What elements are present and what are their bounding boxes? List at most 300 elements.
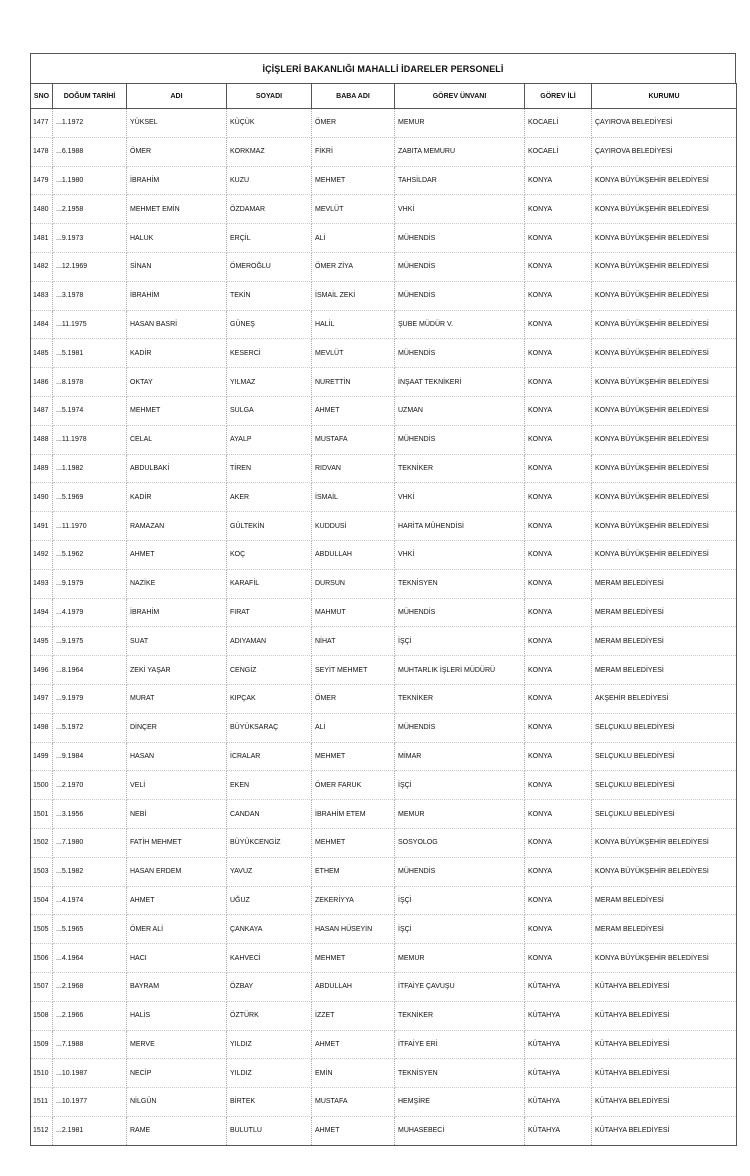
cell-birth-date: ...10.1977	[53, 1088, 127, 1117]
table-row	[31, 656, 737, 685]
table-row	[31, 742, 737, 771]
cell-surname: ÖZDAMAR	[227, 195, 312, 224]
cell-surname: AYALP	[227, 425, 312, 454]
cell-father-name: AHMET	[312, 396, 395, 425]
cell-name: MEHMET	[127, 396, 227, 425]
cell-province: KONYA	[525, 396, 592, 425]
cell-province: KONYA	[525, 627, 592, 656]
cell-institution: MERAM BELEDİYESİ	[592, 915, 737, 944]
cell-name: SİNAN	[127, 252, 227, 281]
cell-sno: 1478	[31, 137, 53, 166]
cell-father-name: MEHMET	[312, 166, 395, 195]
cell-institution: MERAM BELEDİYESİ	[592, 598, 737, 627]
cell-birth-date: ...9.1984	[53, 742, 127, 771]
cell-father-name: ZEKERİYYA	[312, 886, 395, 915]
cell-institution: KONYA BÜYÜKŞEHİR BELEDİYESİ	[592, 454, 737, 483]
cell-birth-date: ...10.1987	[53, 1059, 127, 1088]
table-row	[31, 339, 737, 368]
cell-birth-date: ...5.1969	[53, 483, 127, 512]
cell-institution: SELÇUKLU BELEDİYESİ	[592, 800, 737, 829]
cell-title: İŞÇİ	[395, 915, 525, 944]
cell-province: KONYA	[525, 713, 592, 742]
cell-sno: 1495	[31, 627, 53, 656]
cell-province: KONYA	[525, 800, 592, 829]
col-header-surname: SOYADI	[227, 84, 312, 109]
cell-title: İŞÇİ	[395, 886, 525, 915]
table-row	[31, 1001, 737, 1030]
cell-institution: KÜTAHYA BELEDİYESİ	[592, 972, 737, 1001]
cell-name: NEBİ	[127, 800, 227, 829]
cell-birth-date: ...2.1981	[53, 1116, 127, 1145]
table-row	[31, 886, 737, 915]
cell-sno: 1512	[31, 1116, 53, 1145]
cell-name: MURAT	[127, 684, 227, 713]
cell-sno: 1484	[31, 310, 53, 339]
cell-father-name: DURSUN	[312, 569, 395, 598]
cell-birth-date: ...2.1968	[53, 972, 127, 1001]
cell-surname: KUZU	[227, 166, 312, 195]
cell-father-name: MUSTAFA	[312, 425, 395, 454]
cell-sno: 1497	[31, 684, 53, 713]
cell-birth-date: ...12.1969	[53, 252, 127, 281]
cell-name: VELİ	[127, 771, 227, 800]
table-row	[31, 771, 737, 800]
cell-father-name: NİHAT	[312, 627, 395, 656]
cell-title: MÜHENDİS	[395, 857, 525, 886]
cell-surname: YILMAZ	[227, 368, 312, 397]
cell-sno: 1508	[31, 1001, 53, 1030]
cell-sno: 1479	[31, 166, 53, 195]
cell-province: KONYA	[525, 598, 592, 627]
cell-name: YÜKSEL	[127, 109, 227, 138]
cell-sno: 1498	[31, 713, 53, 742]
cell-surname: ÖZBAY	[227, 972, 312, 1001]
cell-birth-date: ...11.1975	[53, 310, 127, 339]
cell-birth-date: ...4.1974	[53, 886, 127, 915]
table-row	[31, 569, 737, 598]
cell-institution: KONYA BÜYÜKŞEHİR BELEDİYESİ	[592, 540, 737, 569]
cell-institution: KONYA BÜYÜKŞEHİR BELEDİYESİ	[592, 425, 737, 454]
col-header-sno: SNO	[31, 84, 53, 109]
table-row	[31, 109, 737, 138]
table-row	[31, 310, 737, 339]
cell-name: NECİP	[127, 1059, 227, 1088]
cell-birth-date: ...1.1972	[53, 109, 127, 138]
cell-name: NAZİKE	[127, 569, 227, 598]
cell-title: MÜHENDİS	[395, 425, 525, 454]
cell-province: KÜTAHYA	[525, 1059, 592, 1088]
cell-province: KONYA	[525, 684, 592, 713]
cell-surname: UĞUZ	[227, 886, 312, 915]
cell-birth-date: ...5.1981	[53, 339, 127, 368]
cell-institution: KONYA BÜYÜKŞEHİR BELEDİYESİ	[592, 857, 737, 886]
cell-institution: MERAM BELEDİYESİ	[592, 569, 737, 598]
cell-surname: ERÇİL	[227, 224, 312, 253]
cell-name: HALİS	[127, 1001, 227, 1030]
cell-institution: ÇAYIROVA BELEDİYESİ	[592, 137, 737, 166]
cell-surname: YAVUZ	[227, 857, 312, 886]
cell-name: MERVE	[127, 1030, 227, 1059]
cell-sno: 1487	[31, 396, 53, 425]
cell-title: HEMŞİRE	[395, 1088, 525, 1117]
cell-title: İNŞAAT TEKNİKERİ	[395, 368, 525, 397]
cell-father-name: SEYİT MEHMET	[312, 656, 395, 685]
cell-birth-date: ...2.1958	[53, 195, 127, 224]
cell-title: MÜHENDİS	[395, 281, 525, 310]
cell-name: SUAT	[127, 627, 227, 656]
cell-institution: ÇAYIROVA BELEDİYESİ	[592, 109, 737, 138]
cell-sno: 1504	[31, 886, 53, 915]
cell-father-name: MUSTAFA	[312, 1088, 395, 1117]
cell-sno: 1502	[31, 828, 53, 857]
cell-province: KONYA	[525, 886, 592, 915]
cell-institution: KONYA BÜYÜKŞEHİR BELEDİYESİ	[592, 281, 737, 310]
cell-title: MUHASEBECİ	[395, 1116, 525, 1145]
cell-title: ZABITA MEMURU	[395, 137, 525, 166]
cell-title: SOSYOLOG	[395, 828, 525, 857]
cell-surname: YILDIZ	[227, 1059, 312, 1088]
cell-birth-date: ...3.1956	[53, 800, 127, 829]
table-row	[31, 512, 737, 541]
table-row	[31, 252, 737, 281]
cell-birth-date: ...8.1978	[53, 368, 127, 397]
cell-surname: KAHVECİ	[227, 944, 312, 973]
cell-name: ABDULBAKİ	[127, 454, 227, 483]
cell-title: TAHSİLDAR	[395, 166, 525, 195]
cell-father-name: ÖMER FARUK	[312, 771, 395, 800]
table-row	[31, 483, 737, 512]
cell-name: AHMET	[127, 540, 227, 569]
table-row	[31, 368, 737, 397]
table-row	[31, 828, 737, 857]
cell-surname: CENGİZ	[227, 656, 312, 685]
cell-name: KADİR	[127, 483, 227, 512]
cell-province: KONYA	[525, 281, 592, 310]
cell-title: MÜHENDİS	[395, 598, 525, 627]
cell-birth-date: ...1.1980	[53, 166, 127, 195]
col-header-name: ADI	[127, 84, 227, 109]
cell-title: TEKNİSYEN	[395, 1059, 525, 1088]
cell-father-name: HASAN HÜSEYİN	[312, 915, 395, 944]
cell-surname: GÜLTEKİN	[227, 512, 312, 541]
cell-title: HARİTA MÜHENDİSİ	[395, 512, 525, 541]
cell-sno: 1491	[31, 512, 53, 541]
cell-province: KONYA	[525, 252, 592, 281]
cell-father-name: AHMET	[312, 1030, 395, 1059]
cell-sno: 1506	[31, 944, 53, 973]
cell-name: RAME	[127, 1116, 227, 1145]
cell-father-name: NURETTİN	[312, 368, 395, 397]
cell-sno: 1477	[31, 109, 53, 138]
cell-surname: ÖMEROĞLU	[227, 252, 312, 281]
cell-title: UZMAN	[395, 396, 525, 425]
cell-province: KONYA	[525, 512, 592, 541]
cell-province: KONYA	[525, 425, 592, 454]
cell-name: OKTAY	[127, 368, 227, 397]
cell-surname: BÜYÜKSARAÇ	[227, 713, 312, 742]
cell-province: KOCAELİ	[525, 137, 592, 166]
cell-title: MİMAR	[395, 742, 525, 771]
table-row	[31, 1030, 737, 1059]
cell-province: KONYA	[525, 454, 592, 483]
cell-father-name: ALİ	[312, 224, 395, 253]
cell-father-name: HALİL	[312, 310, 395, 339]
cell-sno: 1488	[31, 425, 53, 454]
cell-province: KONYA	[525, 339, 592, 368]
cell-province: KONYA	[525, 224, 592, 253]
cell-name: İBRAHİM	[127, 166, 227, 195]
cell-surname: AKER	[227, 483, 312, 512]
cell-name: ÖMER ALİ	[127, 915, 227, 944]
cell-title: MUHTARLIK İŞLERİ MÜDÜRÜ	[395, 656, 525, 685]
cell-sno: 1509	[31, 1030, 53, 1059]
cell-sno: 1482	[31, 252, 53, 281]
cell-title: MEMUR	[395, 944, 525, 973]
cell-sno: 1493	[31, 569, 53, 598]
cell-title: MÜHENDİS	[395, 339, 525, 368]
table-row	[31, 857, 737, 886]
cell-father-name: RIDVAN	[312, 454, 395, 483]
cell-title: İŞÇİ	[395, 627, 525, 656]
cell-institution: KÜTAHYA BELEDİYESİ	[592, 1059, 737, 1088]
cell-province: KÜTAHYA	[525, 1116, 592, 1145]
cell-surname: TEKİN	[227, 281, 312, 310]
cell-province: KONYA	[525, 656, 592, 685]
cell-surname: EKEN	[227, 771, 312, 800]
cell-father-name: ABDULLAH	[312, 972, 395, 1001]
cell-province: KONYA	[525, 915, 592, 944]
table-row	[31, 800, 737, 829]
cell-birth-date: ...7.1988	[53, 1030, 127, 1059]
table-row	[31, 1116, 737, 1145]
cell-name: İBRAHİM	[127, 281, 227, 310]
table-row	[31, 137, 737, 166]
header-row	[31, 84, 737, 109]
personnel-table	[30, 83, 737, 1146]
table-row	[31, 972, 737, 1001]
cell-sno: 1483	[31, 281, 53, 310]
cell-sno: 1503	[31, 857, 53, 886]
cell-institution: KONYA BÜYÜKŞEHİR BELEDİYESİ	[592, 828, 737, 857]
cell-surname: KORKMAZ	[227, 137, 312, 166]
cell-sno: 1492	[31, 540, 53, 569]
table-row	[31, 713, 737, 742]
cell-sno: 1501	[31, 800, 53, 829]
cell-name: MEHMET EMİN	[127, 195, 227, 224]
cell-sno: 1499	[31, 742, 53, 771]
table-row	[31, 1088, 737, 1117]
cell-surname: İCRALAR	[227, 742, 312, 771]
cell-institution: KÜTAHYA BELEDİYESİ	[592, 1088, 737, 1117]
cell-title: TEKNİKER	[395, 454, 525, 483]
page-title: İÇİŞLERİ BAKANLIĞI MAHALLİ İDARELER PERSONELİ	[30, 53, 736, 83]
cell-name: HACI	[127, 944, 227, 973]
cell-title: VHKİ	[395, 540, 525, 569]
cell-province: KÜTAHYA	[525, 1001, 592, 1030]
cell-birth-date: ...4.1964	[53, 944, 127, 973]
cell-institution: KONYA BÜYÜKŞEHİR BELEDİYESİ	[592, 195, 737, 224]
cell-institution: KONYA BÜYÜKŞEHİR BELEDİYESİ	[592, 512, 737, 541]
cell-title: TEKNİKER	[395, 1001, 525, 1030]
cell-sno: 1510	[31, 1059, 53, 1088]
table-row	[31, 166, 737, 195]
cell-birth-date: ...9.1975	[53, 627, 127, 656]
table-row	[31, 915, 737, 944]
cell-name: DİNÇER	[127, 713, 227, 742]
cell-surname: GÜNEŞ	[227, 310, 312, 339]
cell-father-name: İZZET	[312, 1001, 395, 1030]
cell-father-name: AHMET	[312, 1116, 395, 1145]
cell-name: AHMET	[127, 886, 227, 915]
cell-surname: ADIYAMAN	[227, 627, 312, 656]
cell-institution: MERAM BELEDİYESİ	[592, 627, 737, 656]
table-row	[31, 1059, 737, 1088]
cell-institution: KONYA BÜYÜKŞEHİR BELEDİYESİ	[592, 310, 737, 339]
cell-sno: 1500	[31, 771, 53, 800]
cell-province: KÜTAHYA	[525, 972, 592, 1001]
cell-name: HASAN BASRİ	[127, 310, 227, 339]
cell-birth-date: ...11.1970	[53, 512, 127, 541]
cell-father-name: ALİ	[312, 713, 395, 742]
cell-father-name: İSMAİL ZEKİ	[312, 281, 395, 310]
table-row	[31, 454, 737, 483]
cell-institution: KONYA BÜYÜKŞEHİR BELEDİYESİ	[592, 224, 737, 253]
cell-title: İŞÇİ	[395, 771, 525, 800]
cell-name: ÖMER	[127, 137, 227, 166]
cell-surname: CANDAN	[227, 800, 312, 829]
cell-name: HASAN ERDEM	[127, 857, 227, 886]
cell-father-name: MEVLÜT	[312, 195, 395, 224]
cell-father-name: ÖMER	[312, 684, 395, 713]
cell-name: CELAL	[127, 425, 227, 454]
cell-institution: KÜTAHYA BELEDİYESİ	[592, 1001, 737, 1030]
cell-surname: ÇANKAYA	[227, 915, 312, 944]
cell-institution: KONYA BÜYÜKŞEHİR BELEDİYESİ	[592, 339, 737, 368]
cell-institution: KONYA BÜYÜKŞEHİR BELEDİYESİ	[592, 166, 737, 195]
cell-surname: SULGA	[227, 396, 312, 425]
table-row	[31, 944, 737, 973]
cell-sno: 1480	[31, 195, 53, 224]
cell-surname: YILDIZ	[227, 1030, 312, 1059]
table-body	[31, 109, 737, 1146]
col-header-father-name: BABA ADI	[312, 84, 395, 109]
cell-title: MEMUR	[395, 109, 525, 138]
cell-name: NİLGÜN	[127, 1088, 227, 1117]
table-row	[31, 627, 737, 656]
cell-institution: KÜTAHYA BELEDİYESİ	[592, 1030, 737, 1059]
cell-province: KOCAELİ	[525, 109, 592, 138]
cell-sno: 1494	[31, 598, 53, 627]
cell-sno: 1486	[31, 368, 53, 397]
cell-father-name: MEHMET	[312, 742, 395, 771]
cell-surname: KESERCİ	[227, 339, 312, 368]
cell-sno: 1485	[31, 339, 53, 368]
cell-birth-date: ...2.1966	[53, 1001, 127, 1030]
cell-surname: TİREN	[227, 454, 312, 483]
cell-birth-date: ...5.1972	[53, 713, 127, 742]
cell-birth-date: ...6.1988	[53, 137, 127, 166]
cell-province: KÜTAHYA	[525, 1030, 592, 1059]
cell-province: KONYA	[525, 195, 592, 224]
cell-title: MÜHENDİS	[395, 713, 525, 742]
cell-sno: 1489	[31, 454, 53, 483]
cell-title: İTFAİYE ERİ	[395, 1030, 525, 1059]
cell-father-name: MAHMUT	[312, 598, 395, 627]
cell-birth-date: ...8.1964	[53, 656, 127, 685]
cell-father-name: KUDDUSİ	[312, 512, 395, 541]
cell-province: KONYA	[525, 569, 592, 598]
cell-institution: SELÇUKLU BELEDİYESİ	[592, 771, 737, 800]
table-row	[31, 598, 737, 627]
cell-birth-date: ...4.1979	[53, 598, 127, 627]
cell-birth-date: ...9.1979	[53, 684, 127, 713]
table-row	[31, 540, 737, 569]
cell-sno: 1481	[31, 224, 53, 253]
cell-sno: 1505	[31, 915, 53, 944]
cell-title: VHKİ	[395, 195, 525, 224]
cell-father-name: MEVLÜT	[312, 339, 395, 368]
cell-surname: KIPÇAK	[227, 684, 312, 713]
cell-name: BAYRAM	[127, 972, 227, 1001]
cell-institution: KONYA BÜYÜKŞEHİR BELEDİYESİ	[592, 252, 737, 281]
cell-birth-date: ...11.1978	[53, 425, 127, 454]
cell-province: KONYA	[525, 310, 592, 339]
cell-province: KONYA	[525, 742, 592, 771]
cell-province: KONYA	[525, 857, 592, 886]
cell-sno: 1496	[31, 656, 53, 685]
cell-institution: SELÇUKLU BELEDİYESİ	[592, 742, 737, 771]
cell-name: RAMAZAN	[127, 512, 227, 541]
cell-province: KONYA	[525, 944, 592, 973]
table-row	[31, 224, 737, 253]
cell-institution: MERAM BELEDİYESİ	[592, 886, 737, 915]
col-header-title: GÖREV ÜNVANI	[395, 84, 525, 109]
cell-province: KONYA	[525, 828, 592, 857]
cell-surname: KARAFİL	[227, 569, 312, 598]
cell-institution: KONYA BÜYÜKŞEHİR BELEDİYESİ	[592, 396, 737, 425]
cell-birth-date: ...5.1965	[53, 915, 127, 944]
col-header-institution: KURUMU	[592, 84, 737, 109]
personnel-sheet	[30, 53, 736, 1146]
cell-province: KÜTAHYA	[525, 1088, 592, 1117]
col-header-birth-date: DOĞUM TARİHİ	[53, 84, 127, 109]
cell-father-name: MEHMET	[312, 828, 395, 857]
cell-surname: BİRTEK	[227, 1088, 312, 1117]
cell-birth-date: ...9.1973	[53, 224, 127, 253]
cell-surname: BÜYÜKCENGİZ	[227, 828, 312, 857]
cell-father-name: ETHEM	[312, 857, 395, 886]
cell-province: KONYA	[525, 368, 592, 397]
cell-surname: ÖZTÜRK	[227, 1001, 312, 1030]
cell-father-name: ÖMER ZİYA	[312, 252, 395, 281]
cell-title: MÜHENDİS	[395, 224, 525, 253]
cell-birth-date: ...3.1978	[53, 281, 127, 310]
cell-province: KONYA	[525, 540, 592, 569]
cell-father-name: İSMAİL	[312, 483, 395, 512]
cell-institution: KÜTAHYA BELEDİYESİ	[592, 1116, 737, 1145]
cell-sno: 1490	[31, 483, 53, 512]
cell-father-name: ÖMER	[312, 109, 395, 138]
cell-birth-date: ...9.1979	[53, 569, 127, 598]
cell-province: KONYA	[525, 483, 592, 512]
cell-title: VHKİ	[395, 483, 525, 512]
cell-father-name: MEHMET	[312, 944, 395, 973]
cell-father-name: ABDULLAH	[312, 540, 395, 569]
cell-institution: KONYA BÜYÜKŞEHİR BELEDİYESİ	[592, 368, 737, 397]
cell-title: İTFAİYE ÇAVUŞU	[395, 972, 525, 1001]
cell-sno: 1507	[31, 972, 53, 1001]
cell-institution: MERAM BELEDİYESİ	[592, 656, 737, 685]
